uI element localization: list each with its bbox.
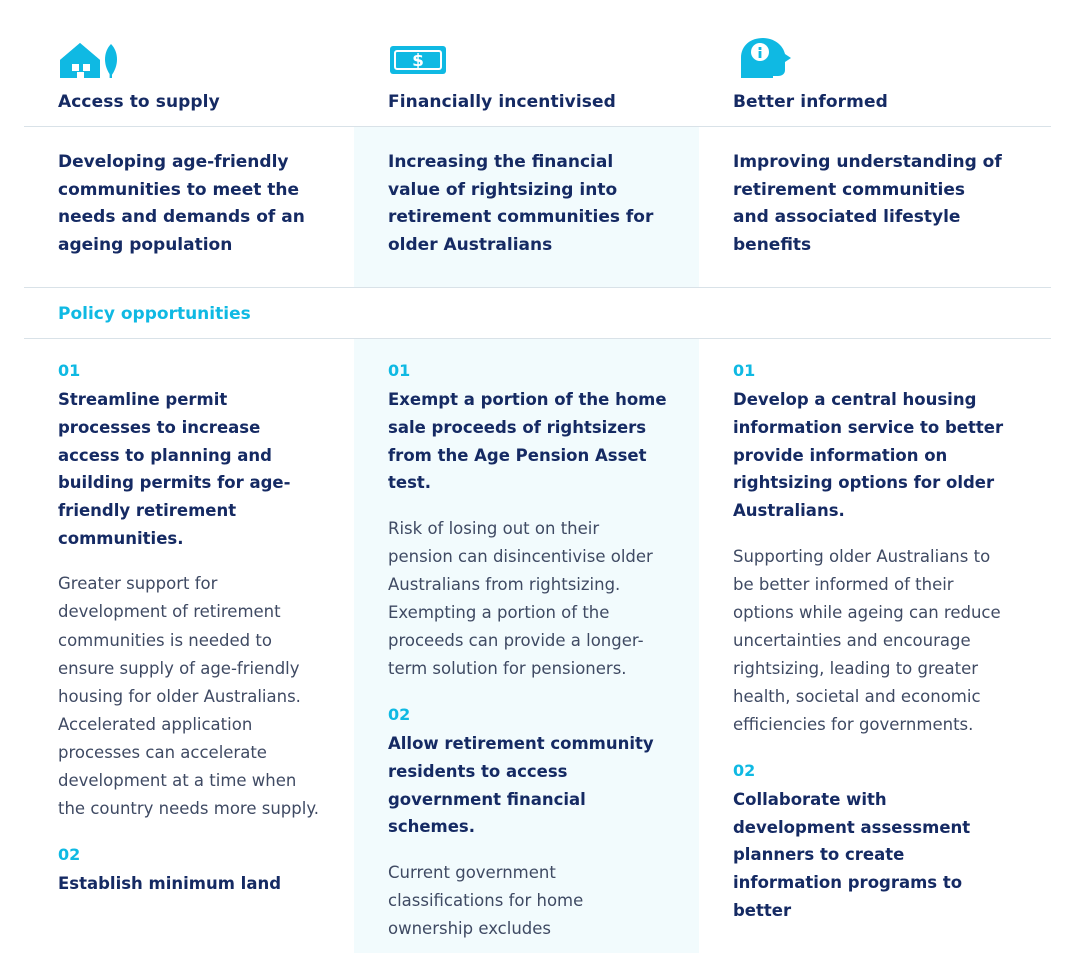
policy-heading: Develop a central housing information service to better provide information on rightsizing options for older Australians. (733, 390, 1004, 520)
policy-body: Supporting older Australians to be better informed of their options while ageing can reduce uncertainties and encourage rightsizing, leading to greater health, societal and economic efficiencies for governments. (733, 546, 1001, 734)
policy-heading: Establish minimum land (58, 873, 282, 893)
policy-body: Greater support for development of retirement communities is needed to ensure supply of age-friendly housing for older Australians. Accelerated application processes can accelerate development at a time when the country needs more supply. (58, 574, 319, 818)
policy-item (733, 361, 1009, 739)
column-title: Better informed (733, 92, 888, 112)
policy-opportunities-label: Policy opportunities (58, 304, 251, 325)
policy-heading: Allow retirement community residents to access government financial schemes. (388, 734, 654, 837)
dollar-banknote-icon (388, 26, 669, 80)
content-column-financially-incentivised (354, 339, 699, 953)
column-statement: Developing age-friendly communities to meet the needs and demands of an ageing population (58, 152, 305, 255)
policy-item (388, 705, 669, 943)
policy-number: 01 (733, 361, 756, 381)
policy-item (388, 361, 669, 683)
column-header-financially-incentivised (354, 0, 699, 126)
svg-text:$: $ (412, 51, 424, 71)
column-title: Access to supply (58, 92, 220, 112)
column-title: Financially incentivised (388, 92, 616, 112)
policy-number: 02 (58, 844, 81, 864)
content-column-access-to-supply (24, 339, 354, 953)
policy-number: 02 (388, 705, 411, 725)
policy-body: Current government classifications for home ownership excludes (388, 863, 584, 939)
statement-row (24, 127, 1051, 288)
policy-heading: Exempt a portion of the home sale proceeds of rightsizers from the Age Pension Asset test. (388, 390, 667, 493)
content-column-better-informed (699, 339, 1039, 953)
policy-heading: Streamline permit processes to increase access to planning and building permits for age-friendly retirement communities. (58, 390, 291, 548)
policy-number: 02 (733, 761, 756, 781)
policy-heading: Collaborate with development assessment planners to create information programs to better (733, 790, 971, 920)
policy-body: Risk of losing out on their pension can disincentivise older Australians from rightsizing. Exempting a portion of the proceeds can provide a longer-term solution for pensioners. (388, 519, 653, 679)
policy-number: 01 (388, 361, 411, 381)
column-header-access-to-supply (24, 0, 354, 126)
column-statement: Increasing the financial value of rightsizing into retirement communities for older Australians (354, 127, 699, 287)
head-information-icon (733, 26, 1009, 80)
policy-opportunities-band (24, 288, 1051, 339)
column-header-better-informed (699, 0, 1039, 126)
house-leaf-icon (58, 26, 324, 80)
policy-item (58, 361, 324, 823)
policy-number: 01 (58, 361, 81, 381)
policy-item (58, 845, 324, 898)
content-columns (24, 339, 1051, 953)
policy-item (733, 761, 1009, 925)
column-statement: Improving understanding of retirement communities and associated lifestyle benefits (733, 152, 1002, 255)
header-row (24, 0, 1051, 127)
